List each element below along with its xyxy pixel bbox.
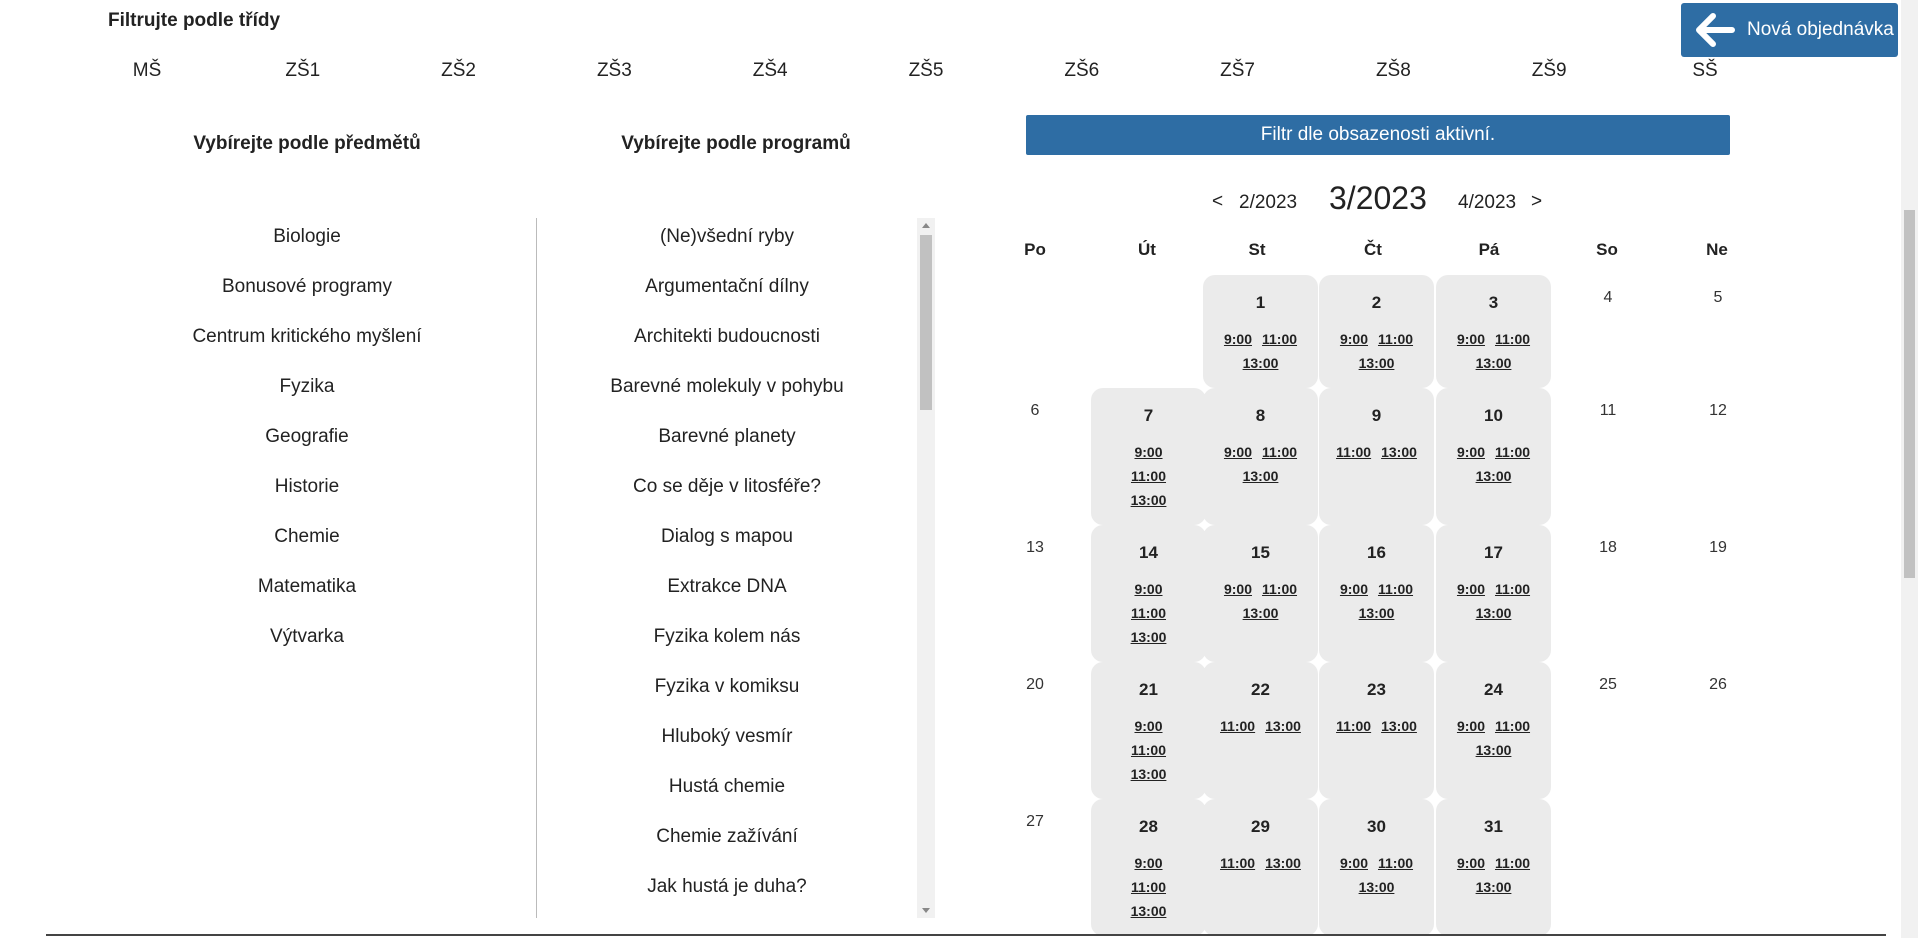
time-slot-link[interactable]: 11:00 (1130, 468, 1167, 484)
program-list (547, 218, 935, 918)
time-slot-link[interactable]: 11:00 (1336, 444, 1372, 460)
calendar-day-number: 3 (1488, 293, 1499, 312)
time-slot-link[interactable]: 11:00 (1261, 331, 1298, 347)
time-slot-link[interactable]: 9:00 (1456, 444, 1485, 460)
time-slot-link[interactable]: 9:00 (1456, 855, 1485, 871)
program-item[interactable]: Jak hustá je duha? (647, 876, 807, 897)
page-bottom-border (46, 934, 1886, 936)
grade-filter-item[interactable]: ZŠ3 (596, 60, 632, 81)
calendar-day-number: 29 (1251, 817, 1270, 836)
time-slot-link[interactable]: 9:00 (1456, 581, 1485, 597)
time-slot-list (1319, 714, 1434, 738)
program-item[interactable]: Co se děje v litosféře? (633, 476, 821, 497)
calendar-day-cell (1091, 388, 1206, 525)
calendar-day-cell (1436, 275, 1551, 388)
subject-item[interactable]: Bonusové programy (221, 276, 393, 297)
time-slot-link[interactable]: 9:00 (1223, 331, 1252, 347)
time-slot-list (1203, 714, 1318, 738)
calendar-day-cell (1319, 388, 1434, 525)
new-order-label: Nová objednávka (1747, 19, 1894, 40)
time-slot-link[interactable]: 13:00 (1130, 903, 1167, 919)
prev-month-link[interactable]: 2/2023 (1239, 192, 1298, 213)
program-list-scrollbar[interactable] (917, 218, 935, 918)
program-item[interactable]: Hustá chemie (668, 776, 786, 797)
calendar-day-number: 9 (1371, 406, 1382, 425)
time-slot-list (1203, 327, 1318, 375)
time-slot-link[interactable]: 11:00 (1130, 879, 1167, 895)
subject-item[interactable]: Fyzika (279, 376, 335, 397)
time-slot-list (1203, 851, 1318, 875)
next-month-link[interactable]: 4/2023 (1458, 192, 1517, 213)
time-slot-list (1436, 714, 1551, 762)
calendar-day-number: 21 (1139, 680, 1158, 699)
arrow-left-icon (1695, 13, 1735, 47)
calendar-day-cell (1091, 799, 1206, 936)
calendar-day-cell (1091, 662, 1206, 799)
calendar-day-number: 17 (1484, 543, 1503, 562)
prev-month-arrow[interactable]: < (1212, 191, 1224, 212)
calendar-day-number: 22 (1251, 680, 1270, 699)
subject-item[interactable]: Centrum kritického myšlení (192, 326, 422, 347)
time-slot-link[interactable]: 13:00 (1358, 605, 1395, 621)
time-slot-link[interactable]: 13:00 (1265, 718, 1301, 734)
calendar-day-cell (1436, 525, 1551, 662)
programs-heading: Vybírejte podle programů (621, 133, 851, 154)
weekday-header: Pá (1478, 240, 1500, 259)
time-slot-list (1319, 851, 1434, 899)
time-slot-link[interactable]: 9:00 (1134, 718, 1163, 734)
time-slot-link[interactable]: 11:00 (1494, 331, 1531, 347)
time-slot-link[interactable]: 13:00 (1475, 742, 1512, 758)
time-slot-list (1203, 577, 1318, 625)
grade-filter-item[interactable]: ZŠ9 (1531, 60, 1567, 81)
time-slot-link[interactable]: 9:00 (1223, 581, 1252, 597)
time-slot-link[interactable]: 13:00 (1475, 879, 1512, 895)
subject-item[interactable]: Biologie (273, 226, 341, 247)
time-slot-link[interactable]: 13:00 (1130, 766, 1167, 782)
filter-title: Filtrujte podle třídy (108, 10, 281, 31)
time-slot-link[interactable]: 9:00 (1339, 855, 1368, 871)
time-slot-list (1091, 851, 1206, 923)
time-slot-link[interactable]: 13:00 (1381, 718, 1417, 734)
calendar-day-number: 12 (1709, 402, 1727, 419)
calendar-day-number: 25 (1599, 676, 1617, 693)
time-slot-list (1203, 440, 1318, 488)
subject-list (157, 222, 457, 672)
program-item[interactable]: Barevné planety (658, 426, 796, 447)
calendar-day-number: 19 (1709, 539, 1727, 556)
calendar-day-number: 31 (1484, 817, 1503, 836)
time-slot-list (1436, 327, 1551, 375)
time-slot-link[interactable]: 11:00 (1261, 444, 1298, 460)
current-month: 3/2023 (1329, 180, 1427, 216)
time-slot-link[interactable]: 11:00 (1377, 855, 1414, 871)
subject-item[interactable]: Výtvarka (270, 626, 344, 647)
calendar-day-number: 1 (1255, 293, 1266, 312)
time-slot-link[interactable]: 11:00 (1261, 581, 1298, 597)
subject-item[interactable]: Historie (274, 476, 340, 497)
time-slot-list (1091, 440, 1206, 512)
time-slot-list (1319, 440, 1434, 464)
time-slot-link[interactable]: 11:00 (1377, 581, 1414, 597)
calendar-day-cell (1436, 388, 1551, 525)
page-scrollbar-thumb[interactable] (1904, 210, 1915, 578)
calendar-day-number: 11 (1599, 402, 1617, 419)
time-slot-link[interactable]: 13:00 (1242, 605, 1279, 621)
time-slot-list (1091, 577, 1206, 649)
time-slot-link[interactable]: 13:00 (1130, 492, 1167, 508)
scrollbar-thumb[interactable] (920, 235, 932, 410)
time-slot-link[interactable]: 13:00 (1130, 629, 1167, 645)
calendar-day-cell (1203, 275, 1318, 388)
time-slot-link[interactable]: 11:00 (1494, 444, 1531, 460)
time-slot-link[interactable]: 11:00 (1130, 742, 1167, 758)
program-item[interactable]: Dialog s mapou (660, 526, 794, 547)
weekday-header: Út (1138, 240, 1156, 259)
calendar-day-cell (1203, 388, 1318, 525)
calendar-day-number: 24 (1484, 680, 1503, 699)
time-slot-link[interactable]: 13:00 (1475, 468, 1512, 484)
calendar-day-cell (1436, 799, 1551, 936)
calendar-day-number: 30 (1367, 817, 1386, 836)
calendar-day-number: 6 (1030, 402, 1040, 419)
program-item[interactable]: Barevné molekuly v pohybu (610, 376, 844, 397)
program-item[interactable]: Argumentační dílny (645, 276, 809, 297)
program-item[interactable]: Extrakce DNA (667, 576, 787, 597)
time-slot-link[interactable]: 13:00 (1242, 468, 1279, 484)
time-slot-list (1436, 577, 1551, 625)
time-slot-link[interactable]: 11:00 (1494, 718, 1531, 734)
time-slot-list (1091, 714, 1206, 786)
occupancy-filter-banner[interactable]: Filtr dle obsazenosti aktivní. (1026, 115, 1730, 155)
calendar-day-cell (1203, 662, 1318, 799)
new-order-button[interactable] (1681, 3, 1898, 57)
program-item[interactable]: Hluboký vesmír (661, 726, 793, 747)
calendar-day-cell (1436, 662, 1551, 799)
calendar-day-cell (1203, 799, 1318, 936)
subject-item[interactable]: Matematika (257, 576, 357, 597)
program-item[interactable]: Fyzika kolem nás (653, 626, 801, 647)
next-month-arrow[interactable]: > (1531, 191, 1543, 212)
time-slot-link[interactable]: 9:00 (1134, 855, 1163, 871)
calendar-day-number: 23 (1367, 680, 1386, 699)
time-slot-link[interactable]: 11:00 (1220, 855, 1256, 871)
calendar-day-number: 10 (1484, 406, 1503, 425)
time-slot-link[interactable]: 9:00 (1134, 581, 1163, 597)
grade-filter-item[interactable]: ZŠ6 (1064, 60, 1100, 81)
time-slot-link[interactable]: 13:00 (1381, 444, 1417, 460)
subject-item[interactable]: Geografie (265, 426, 349, 447)
time-slot-link[interactable]: 9:00 (1134, 444, 1163, 460)
time-slot-link[interactable]: 13:00 (1265, 855, 1301, 871)
grade-filter-item[interactable]: ZŠ2 (441, 60, 477, 81)
column-divider (536, 218, 537, 918)
calendar-day-number: 5 (1713, 289, 1723, 306)
grade-filter-item[interactable]: ZŠ5 (908, 60, 944, 81)
time-slot-link[interactable]: 11:00 (1220, 718, 1256, 734)
time-slot-link[interactable]: 13:00 (1475, 355, 1512, 371)
calendar-day-number: 7 (1143, 406, 1154, 425)
grade-filter-item[interactable]: SŠ (1692, 60, 1718, 81)
calendar-day-number: 2 (1371, 293, 1382, 312)
grade-filter-item[interactable]: MŠ (132, 60, 162, 81)
time-slot-link[interactable]: 11:00 (1494, 855, 1531, 871)
calendar-day-cell (1319, 662, 1434, 799)
calendar-day-number: 18 (1599, 539, 1617, 556)
time-slot-link[interactable]: 11:00 (1494, 581, 1531, 597)
time-slot-list (1319, 327, 1434, 375)
time-slot-link[interactable]: 13:00 (1475, 605, 1512, 621)
time-slot-list (1319, 577, 1434, 625)
subjects-heading: Vybírejte podle předmětů (193, 133, 421, 154)
time-slot-link[interactable]: 13:00 (1358, 355, 1395, 371)
time-slot-link[interactable]: 11:00 (1336, 718, 1372, 734)
program-item[interactable]: Fyzika v komiksu (654, 676, 800, 697)
time-slot-list (1436, 440, 1551, 488)
weekday-header: So (1596, 240, 1618, 259)
weekday-header: Po (1024, 240, 1046, 259)
calendar-day-cell (1319, 525, 1434, 662)
subject-item[interactable]: Chemie (274, 526, 340, 547)
calendar-day-cell (1203, 525, 1318, 662)
scroll-down-icon[interactable] (922, 908, 930, 913)
calendar-day-number: 14 (1139, 543, 1158, 562)
calendar-day-number: 15 (1251, 543, 1270, 562)
weekday-header: Ne (1706, 240, 1728, 259)
grade-filter-item[interactable]: ZŠ1 (285, 60, 321, 81)
grade-filter-item[interactable]: ZŠ7 (1220, 60, 1256, 81)
time-slot-link[interactable]: 11:00 (1377, 331, 1414, 347)
calendar-day-number: 4 (1603, 289, 1613, 306)
grade-filter-item[interactable]: ZŠ8 (1375, 60, 1411, 81)
calendar-day-number: 20 (1026, 676, 1044, 693)
time-slot-link[interactable]: 13:00 (1242, 355, 1279, 371)
grade-filter (92, 60, 1722, 88)
time-slot-link[interactable]: 13:00 (1358, 879, 1395, 895)
time-slot-link[interactable]: 9:00 (1339, 581, 1368, 597)
page-scrollbar[interactable] (1901, 0, 1918, 938)
calendar-day-cell (1319, 275, 1434, 388)
program-item[interactable]: (Ne)všední ryby (659, 226, 795, 247)
calendar-day-cell (1091, 525, 1206, 662)
grade-filter-item[interactable]: ZŠ4 (752, 60, 788, 81)
time-slot-link[interactable]: 11:00 (1130, 605, 1167, 621)
scroll-up-icon[interactable] (922, 223, 930, 228)
time-slot-link[interactable]: 9:00 (1339, 331, 1368, 347)
weekday-header: St (1248, 240, 1266, 259)
weekday-header: Čt (1364, 240, 1382, 259)
calendar-day-number: 13 (1026, 539, 1044, 556)
calendar-day-number: 8 (1255, 406, 1266, 425)
time-slot-link[interactable]: 9:00 (1456, 331, 1485, 347)
program-item[interactable]: Chemie zažívání (656, 826, 798, 847)
calendar-day-cell (1319, 799, 1434, 936)
program-item[interactable]: Architekti budoucnosti (634, 326, 820, 347)
time-slot-link[interactable]: 9:00 (1223, 444, 1252, 460)
time-slot-link[interactable]: 9:00 (1456, 718, 1485, 734)
calendar-day-number: 26 (1709, 676, 1727, 693)
calendar-day-number: 16 (1367, 543, 1386, 562)
time-slot-list (1436, 851, 1551, 899)
calendar-day-number: 27 (1026, 813, 1044, 830)
calendar-day-number: 28 (1139, 817, 1158, 836)
